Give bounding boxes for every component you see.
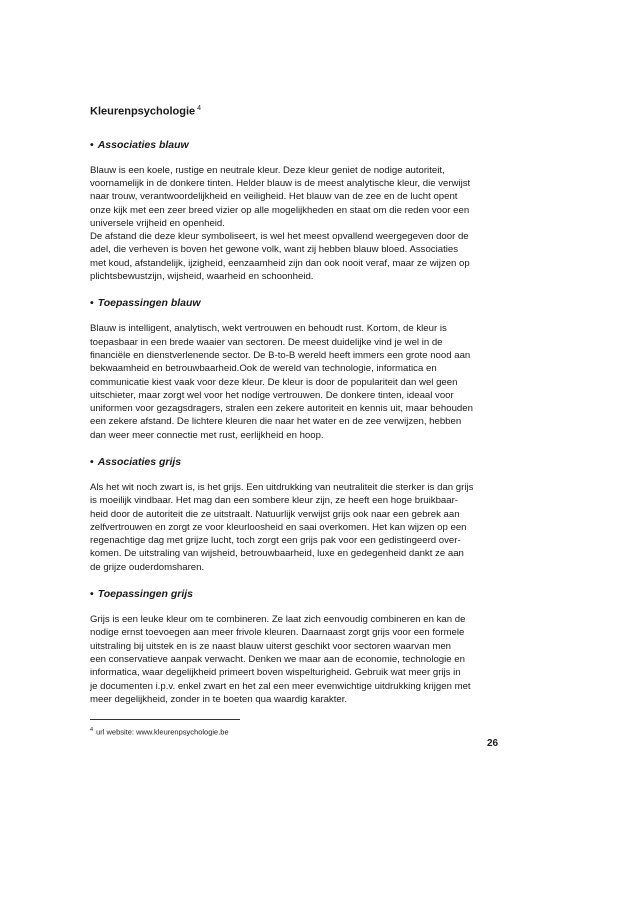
paragraph-line: uniformen voor gezagsdragers, stralen een zekere autoriteit en kennis uit, maar behouden [90,403,473,415]
bullet-icon: • [90,138,94,151]
paragraph-line: zelfvertrouwen en zorgt ze voor kleurloosheid en saai overkomen. Het kan wijzen op een [90,521,467,533]
paragraph-line: Grijs is een leuke kleur om te combineren. Ze laat zich eenvoudig combineren en kan de [90,614,466,626]
paragraph-line: de grijze ouderdomsharen. [90,561,205,573]
paragraph-line: een zekere afstand. De lichtere kleuren die naar het water en de zee verwijzen, hebben [90,416,462,428]
paragraph-line: Blauw is een koele, rustige en neutrale kleur. Deze kleur geniet de nodige autoriteit, [90,164,445,176]
bullet-icon: • [90,588,94,601]
section-heading-text: Toepassingen blauw [97,297,201,310]
paragraph-line: met koud, afstandelijk, ijzigheid, eenzaamheid zijn dan ook nooit veraf, maar ze wijzen op [90,257,470,269]
section-heading [90,587,520,601]
paragraph-line: regenachtige dag met grijze lucht, toch zorgt een grijs pak voor een gedistingeerd over- [90,535,461,547]
paragraph-line: voornamelijk in de donkere tinten. Helder blauw is de meest analytische kleur, die verwijst [90,177,471,189]
paragraph-line: De afstand die deze kleur symboliseert, is wel het meest opvallend weergegeven door de [90,231,469,243]
section-paragraph [90,164,520,284]
section-heading [90,296,520,310]
section-heading-text: Toepassingen grijs [97,588,193,601]
paragraph-line: heid door de autoriteit die ze uitstraalt. Natuurlijk verwijst grijs ook naar een gebrek aan [90,508,460,520]
section-heading-text: Associaties blauw [97,138,189,151]
paragraph-line: universele vrijheid en openheid. [90,217,225,229]
paragraph-line: Als het wit noch zwart is, is het grijs. Een uitdrukking van neutraliteit die sterker is dan grijs [90,482,474,493]
paragraph-line: plichtsbewustzijn, wijsheid, waarheid en schoonheid. [90,271,314,283]
paragraph-line: communicatie kiest vaak voor deze kleur. De kleur is door de populariteit dan wel geen [90,376,458,388]
section-heading [90,138,520,152]
paragraph-line: nodige ernst toevoegen aan meer frivole kleuren. Daarnaast zorgt grijs voor een formele [90,627,465,639]
paragraph-line: onze kijk met een zeer breed vizier op alle mogelijkheden en staat om die reden voor een [90,204,470,216]
footnote-number: 4 [90,727,94,734]
document-title-text: Kleurenpsychologie [90,105,196,118]
document-page [90,102,520,738]
footnote [90,725,520,738]
bullet-icon: • [90,456,94,468]
paragraph-line: bekwaamheid en betrouwbaarheid.Ook de wereld van technologie, informatica en [90,363,437,375]
paragraph-line: naar trouw, verantwoordelijkheid en veiligheid. Het blauw van de zee en de lucht opent [90,191,458,203]
paragraph-line: toepasbaar in een brede waaier van sectoren. De meest duidelijke vind je wel in de [90,336,443,348]
section-paragraph [90,481,520,574]
title-footnote-ref: 4 [197,105,202,112]
paragraph-line: is moeilijk vindbaar. Het mag dan een sombere kleur zijn, ze heeft een hoge bruikbaar- [90,495,458,507]
footnote-text: url website: www.kleurenpsychologie.be [96,727,229,737]
section-paragraph [90,322,520,442]
paragraph-line: informatica, waar degelijkheid primeert boven wispelturigheid. Gebruik wat meer grijs in [90,667,461,679]
section-heading-text: Associaties grijs [97,456,182,468]
page-number: 26 [487,738,499,749]
footnote-divider [90,719,240,720]
section-paragraph [90,613,520,706]
paragraph-line: komen. De uitstraling van wijsheid, betrouwbaarheid, luxe en gedegenheid dankt ze aan [90,548,464,560]
paragraph-line: een conservatieve aanpak verwacht. Denken we maar aan de economie, technologie en [90,653,465,665]
document-title [90,102,520,119]
paragraph-line: uitstraling bij uitstek en is ze naast blauw uiterst geschikt voor sectoren waarvan men [90,640,452,652]
paragraph-line: financiële en dienstverlenende sector. De B-to-B wereld heeft immers een grote nood aan [90,349,471,361]
paragraph-line: uitschieter, maar zorgt wel voor het nodige vertrouwen. De donkere tinten, ideaal voor [90,389,454,401]
paragraph-line: Blauw is intelligent, analytisch, wekt vertrouwen en behoudt rust. Kortom, de kleur is [90,323,447,335]
paragraph-line: dan weer meer connectie met rust, eerlijkheid en hoop. [90,429,324,441]
paragraph-line: je documenten i.p.v. enkel zwart en het zal een meer evenwichtige uitdrukking krijgen met [90,680,471,692]
section-heading [90,455,520,469]
sections-container [90,138,520,707]
paragraph-line: meer degelijkheid, zonder in te boeten qua waardig karakter. [90,693,348,705]
paragraph-line: adel, die verheven is boven het gewone volk, want zij hebben blauw bloed. Associaties [90,244,458,256]
bullet-icon: • [90,297,94,310]
